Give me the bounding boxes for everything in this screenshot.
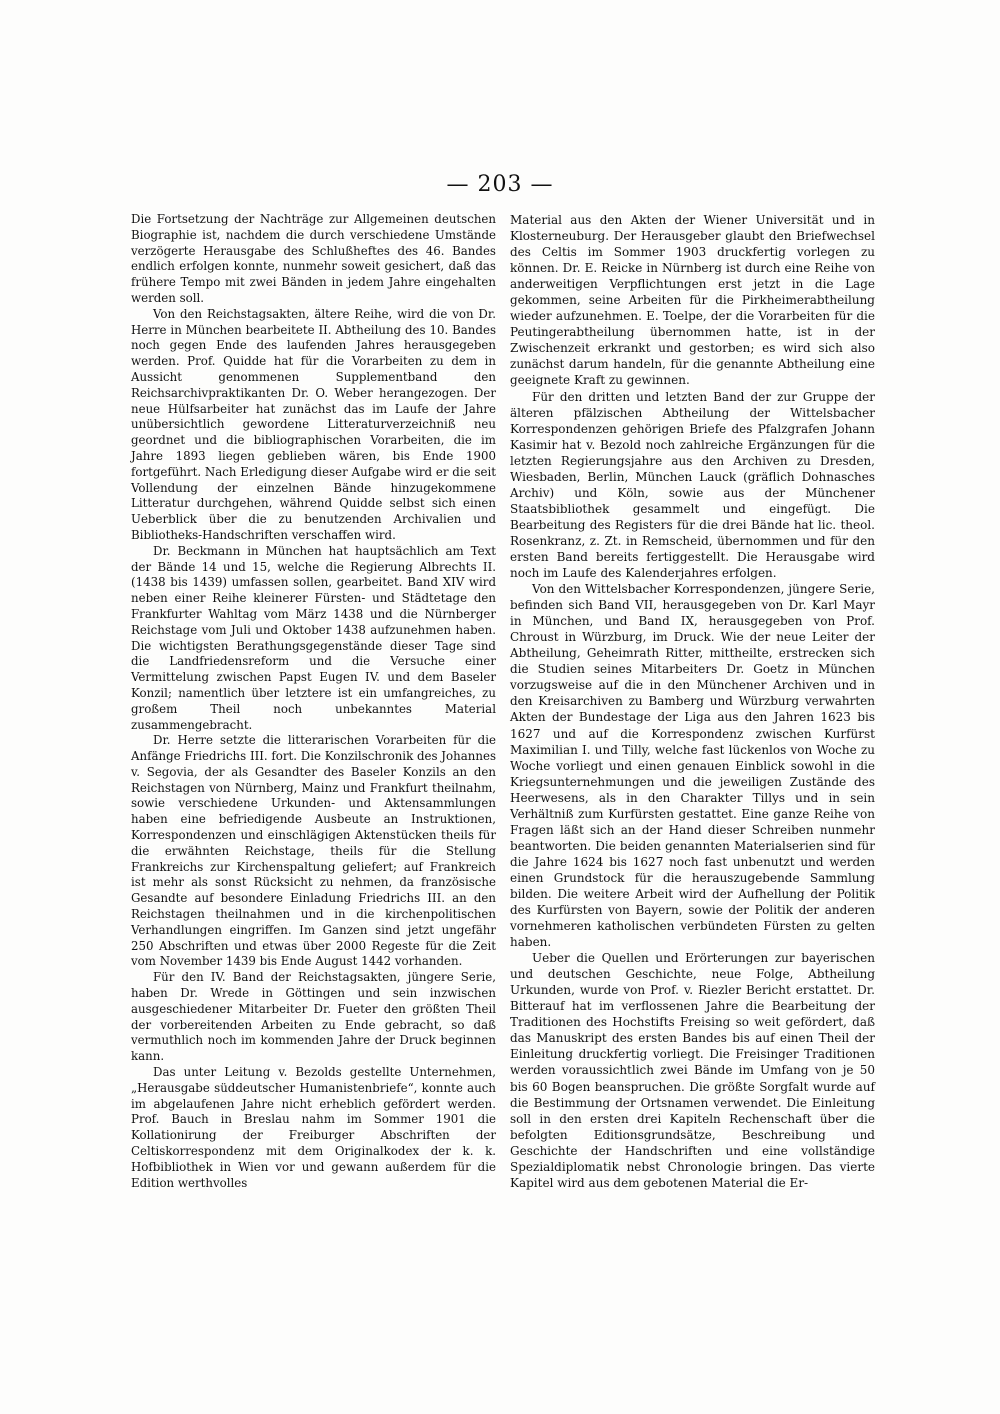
paragraph: Von den Wittelsbacher Korrespondenzen, jüngere Serie, befinden sich Band VII, herausgegeben von Dr. Karl Mayr in München, und Band IX, herausgegeben von Prof. Chroust in Würzburg, im Druck. Wie der neue Leiter der Abtheilung, Geheimrath Ritter, mittheilte, erstrecken sich die Studien seines Mitarbeiters Dr. Goetz in München vorzugsweise auf die in den Münchener Archiven und in den Kreisarchiven zu Bamberg und Würzburg verwahrten Akten der Bundestage der Liga aus den Jahren 1623 bis 1627 und auf die Korrespondenz zwischen Kurfürst Maximilian I. und Tilly, welche fast lückenlos von Woche zu Woche vorliegt und einen genauen Einblick sowohl in die Kriegsunternehmungen und die jeweiligen Zustände des Heerwesens, als in den Charakter Tillys und in sein Verhältniß zum Kurfürsten gestattet. Eine ganze Reihe von Fragen läßt sich an der Hand dieser Schreiben nunmehr beantworten. Die beiden genannten Materialserien sind für die Jahre 1624 bis 1627 noch fast unbenutzt und werden einen Grundstock für die herauszugebende Sammlung bilden. Die weitere Arbeit wird der Aufhellung der Politik des Kurfürsten von Bayern, sowie der Politik der anderen vornehmeren katholischen verbündeten Fürsten zu gelten haben. — [510, 582, 875, 950]
paragraph: Für den IV. Band der Reichstagsakten, jüngere Serie, haben Dr. Wrede in Göttingen und sein inzwischen ausgeschiedener Mitarbeiter Dr. Fueter den größten Theil der vorbereitenden Arbeiten zu Ende gebracht, so daß vermuthlich noch im kommenden Jahre der Druck beginnen kann. — [131, 970, 496, 1064]
page-number: — 203 — — [446, 172, 554, 197]
paragraph: Dr. Herre setzte die litterarischen Vorarbeiten für die Anfänge Friedrichs III. fort. Die Konzilschronik des Johannes v. Segovia, der als Gesandter des Baseler Konzils an den Reichstagen von Nürnberg, Mainz und Frankfurt theilnahm, sowie verschiedene Urkunden- und Aktensammlungen haben eine befriedigende Ausbeute an Instruktionen, Korrespondenzen und einschlägigen Aktenstücken theils für die erwähnten Reichstage, theils für die Stellung Frankreichs zur Kirchenspaltung geliefert; auf Frankreich ist mehr als sonst Rücksicht zu nehmen, da französische Gesandte auf besondere Einladung Friedrichs III. an den Reichstagen theilnahmen und in die kirchenpolitischen Verhandlungen eingriffen. Im Ganzen sind jetzt ungefähr 250 Abschriften und etwas über 2000 Regeste für die Zeit vom November 1439 bis Ende August 1442 vorhanden. — [131, 733, 496, 969]
right-text-column — [510, 212, 875, 1191]
paragraph: Für den dritten und letzten Band der zur Gruppe der älteren pfälzischen Abtheilung der Wittelsbacher Korrespondenzen gehörigen Briefe des Pfalzgrafen Johann Kasimir hat v. Bezold noch zahlreiche Ergänzungen für die letzten Regierungsjahre aus den Archiven zu Dresden, Wiesbaden, Berlin, München Lauck (gräflich Dohnasches Archiv) und Köln, sowie aus der Münchener Staatsbibliothek gesammelt und eingefügt. Die Bearbeitung des Registers für die drei Bände hat lic. theol. Rosenkranz, z. Zt. in Remscheid, übernommen und für den ersten Band bereits fertiggestellt. Die Herausgabe wird noch im Laufe des Kalenderjahres erfolgen. — [510, 389, 875, 581]
paragraph: Dr. Beckmann in München hat hauptsächlich am Text der Bände 14 und 15, welche die Regierung Albrechts II. (1438 bis 1439) umfassen sollen, gearbeitet. Band XIV wird neben einer Reihe kleinerer Fürsten- und Städtetage den Frankfurter Wahltag vom März 1438 und die Nürnberger Reichstage vom Juli und Oktober 1438 aufzunehmen haben. Die wichtigsten Berathungsgegenstände dieser Tage sind die Landfriedensreform und die Versuche einer Vermittelung zwischen Papst Eugen IV. und dem Baseler Konzil; namentlich über letztere ist ein umfangreiches, zu großem Theil noch unbekanntes Material zusammengebracht. — [131, 543, 496, 732]
paragraph: Das unter Leitung v. Bezolds gestellte Unternehmen, „Herausgabe süddeutscher Humanistenbriefe“, konnte auch im abgelaufenen Jahre nicht erheblich gefördert werden. Prof. Bauch in Breslau nahm im Sommer 1901 die Kollationirung der Freiburger Abschriften der Celtiskorrespondenz mit dem Originalkodex der k. k. Hofbibliothek in Wien vor und gewann außerdem für die Edition werthvolles — [131, 1065, 496, 1190]
paragraph: Die Fortsetzung der Nachträge zur Allgemeinen deutschen Biographie ist, nachdem die durch verschiedene Umstände verzögerte Herausgabe des Schlußheftes des 46. Bandes endlich erfolgen konnte, nunmehr soweit gesichert, daß das frühere Tempo mit zwei Bänden in jedem Jahre eingehalten werden soll. — [131, 212, 496, 305]
paragraph: Ueber die Quellen und Erörterungen zur bayerischen und deutschen Geschichte, neue Folge, Abtheilung Urkunden, wurde von Prof. v. Riezler Bericht erstattet. Dr. Bitterauf hat im verflossenen Jahre die Bearbeitung der Traditionen des Hochstifts Freising so weit gefördert, daß das Manuskript des ersten Bandes bis auf einen Theil der Einleitung druckfertig vorliegt. Die Freisinger Traditionen werden voraussichtlich zwei Bände im Umfang von je 50 bis 60 Bogen beanspruchen. Die größte Sorgfalt wurde auf die Bestimmung der Ortsnamen verwendet. Die Einleitung soll in den ersten drei Kapiteln Rechenschaft über die befolgten Editionsgrundsätze, Beschreibung und Geschichte der Handschriften und eine vollständige Spezialdiplomatik nebst Chronologie bringen. Das vierte Kapitel wird aus dem gebotenen Material die Er- — [510, 951, 875, 1190]
left-text-column — [131, 212, 496, 1191]
paragraph: Von den Reichstagsakten, ältere Reihe, wird die von Dr. Herre in München bearbeitete II. Abtheilung des 10. Bandes noch gegen Ende des laufenden Jahres herausgegeben werden. Prof. Quidde hat für die Vorarbeiten zu dem in Aussicht genommenen Supplementband den Reichsarchivpraktikanten Dr. O. Weber herangezogen. Der neue Hülfsarbeiter hat zunächst das im Laufe der Jahre unübersichtlich gewordene Litteraturverzeichniß neu geordnet und die bibliographischen Vorarbeiten, die im Jahre 1893 liegen geblieben wären, bis Ende 1900 fortgeführt. Nach Erledigung dieser Aufgabe wird er die seit Vollendung der einzelnen Bände hinzugekommene Litteratur durchgehen, während Quidde selbst sich einen Ueberblick über die zu benutzenden Archivalien und Bibliotheks-Handschriften verschaffen wird. — [131, 306, 496, 542]
paragraph: Material aus den Akten der Wiener Universität und in Klosterneuburg. Der Herausgeber glaubt den Briefwechsel des Celtis im Sommer 1903 druckfertig vorlegen zu können. Dr. E. Reicke in Nürnberg ist durch eine Reihe von anderweitigen Verpflichtungen erst jetzt in die Lage gekommen, seine Arbeiten für die Pirkheimerabtheilung wieder aufzunehmen. E. Toelpe, der die Vorarbeiten für die Peutingerabtheilung übernommen hatte, ist in der Zwischenzeit erkrankt und gestorben; es wird sich also zunächst darum handeln, für die genannte Abtheilung eine geeignete Kraft zu gewinnen. — [510, 213, 875, 388]
